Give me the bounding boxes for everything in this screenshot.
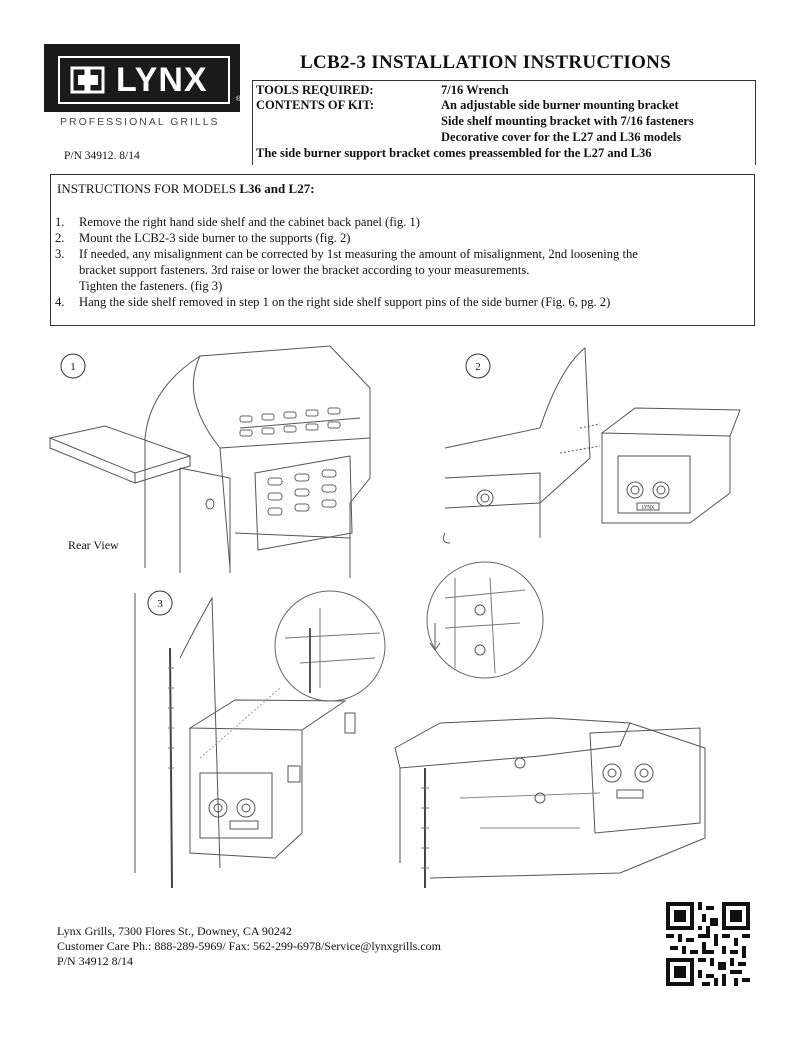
- figure-2-number: 2: [475, 361, 481, 373]
- instructions-heading-models: L36 and L27:: [239, 181, 315, 196]
- lynx-logo: [44, 44, 242, 138]
- instructions-heading: [57, 181, 315, 197]
- step-item: 1. Remove the right hand side shelf and the cabinet back panel (fig. 1): [55, 215, 420, 229]
- footer-address: Lynx Grills, 7300 Flores St., Downey, CA 90242: [57, 924, 292, 938]
- contents-item: Decorative cover for the L27 and L36 models: [441, 130, 682, 144]
- figure-1-rear-view: [50, 346, 370, 578]
- step-continuation: Tighten the fasteners. (fig 3): [79, 279, 223, 293]
- kit-contents-box: [252, 80, 756, 165]
- part-number-top: P/N 34912. 8/14: [64, 150, 140, 162]
- contents-label: CONTENTS OF KIT:: [256, 98, 375, 112]
- contents-item: Side shelf mounting bracket with 7/16 fasteners: [441, 114, 694, 128]
- footer: [57, 924, 441, 969]
- installation-figures: [40, 328, 770, 903]
- figure-3-number: 3: [157, 598, 163, 610]
- lynx-mark-icon: [70, 65, 106, 95]
- page-title: LCB2-3 INSTALLATION INSTRUCTIONS: [300, 52, 672, 73]
- step-item: 2. Mount the LCB2-3 side burner to the supports (fig. 2): [55, 231, 351, 245]
- logo-frame: [58, 56, 230, 104]
- figure-3-adjust-bracket: [135, 562, 705, 888]
- footer-part-number: P/N 34912 8/14: [57, 954, 134, 968]
- qr-code-icon[interactable]: [666, 902, 750, 986]
- figure-1-number: 1: [70, 361, 76, 373]
- step-item: 3. If needed, any misalignment can be corrected by 1st measuring the amount of misalignment, 2nd loosening the: [55, 247, 638, 261]
- step-continuation: bracket support fasteners. 3rd raise or lower the bracket according to your measurements.: [79, 263, 530, 277]
- instructions-box: [50, 174, 755, 326]
- tools-required-value: 7/16 Wrench: [441, 83, 509, 97]
- logo-tagline: PROFESSIONAL GRILLS: [60, 116, 220, 128]
- logo-wordmark: LYNX: [116, 61, 208, 99]
- instructions-heading-prefix: INSTRUCTIONS FOR MODELS: [57, 181, 240, 196]
- logo-registered-mark: ®: [236, 96, 242, 103]
- figure-1-caption: Rear View: [68, 538, 119, 552]
- step-item: 4. Hang the side shelf removed in step 1 on the right side shelf support pins of the side burner (Fig. 6, pg. 2): [55, 295, 611, 309]
- kit-note: The side burner support bracket comes preassembled for the L27 and L36: [256, 146, 652, 160]
- figure-2-knob-label: LYNX: [641, 505, 655, 511]
- logo-badge: [44, 44, 240, 112]
- footer-contact: Customer Care Ph.: 888-289-5969/ Fax: 562-299-6978/Service@lynxgrills.com: [57, 939, 442, 953]
- contents-item: An adjustable side burner mounting bracket: [441, 98, 679, 112]
- figure-2-mount-burner: [443, 348, 740, 543]
- tools-required-label: TOOLS REQUIRED:: [256, 83, 374, 97]
